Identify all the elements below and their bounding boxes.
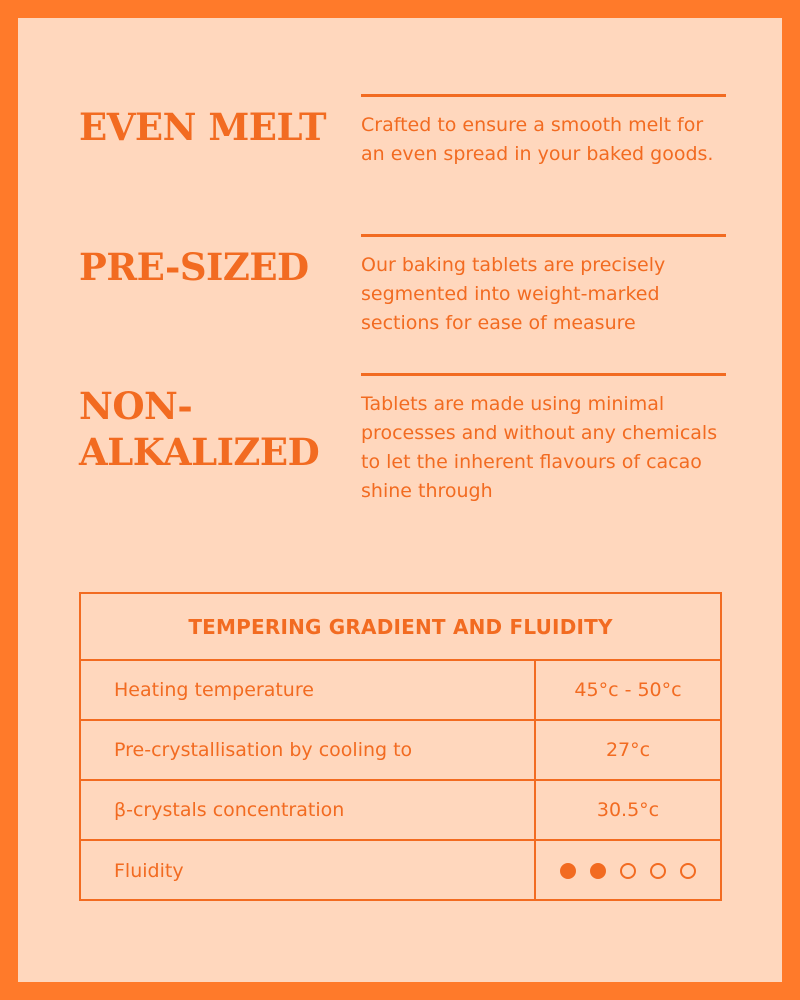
row-label: Heating temperature: [81, 661, 536, 719]
rating-dot-empty: [680, 863, 696, 879]
fluidity-rating: [536, 841, 720, 900]
row-label: Pre-crystallisation by cooling to: [81, 721, 536, 779]
divider-line: [361, 234, 726, 237]
row-value: 30.5°c: [596, 799, 660, 821]
feature-description: Crafted to ensure a smooth melt for an even spread in your baked goods.: [361, 114, 714, 165]
table-row: [81, 781, 720, 841]
table-row: [81, 841, 720, 900]
table-row: [81, 661, 720, 721]
tempering-table: [79, 592, 722, 901]
rating-dot-filled: [560, 863, 576, 879]
feature-title: NON-ALKALIZED: [79, 384, 320, 474]
feature-title: PRE-SIZED: [79, 245, 309, 289]
row-value: 45°c - 50°c: [574, 679, 682, 701]
row-label: β-crystals concentration: [81, 781, 536, 839]
divider-line: [361, 94, 726, 97]
rating-dot-empty: [620, 863, 636, 879]
feature-description: Tablets are made using minimal processes and without any chemicals to let the inherent flavours of cacao shine through: [361, 393, 718, 502]
feature-title: EVEN MELT: [79, 105, 327, 149]
rating-dot-empty: [650, 863, 666, 879]
divider-line: [361, 373, 726, 376]
rating-dot-filled: [590, 863, 606, 879]
row-value: 27°c: [605, 739, 651, 761]
row-label: Fluidity: [81, 841, 536, 900]
rating-dots: [560, 863, 696, 879]
feature-description: Our baking tablets are precisely segmented into weight-marked sections for ease of measure: [361, 254, 666, 334]
spec-card: [18, 18, 782, 982]
table-row: [81, 721, 720, 781]
table-title: TEMPERING GRADIENT AND FLUIDITY: [81, 594, 720, 661]
